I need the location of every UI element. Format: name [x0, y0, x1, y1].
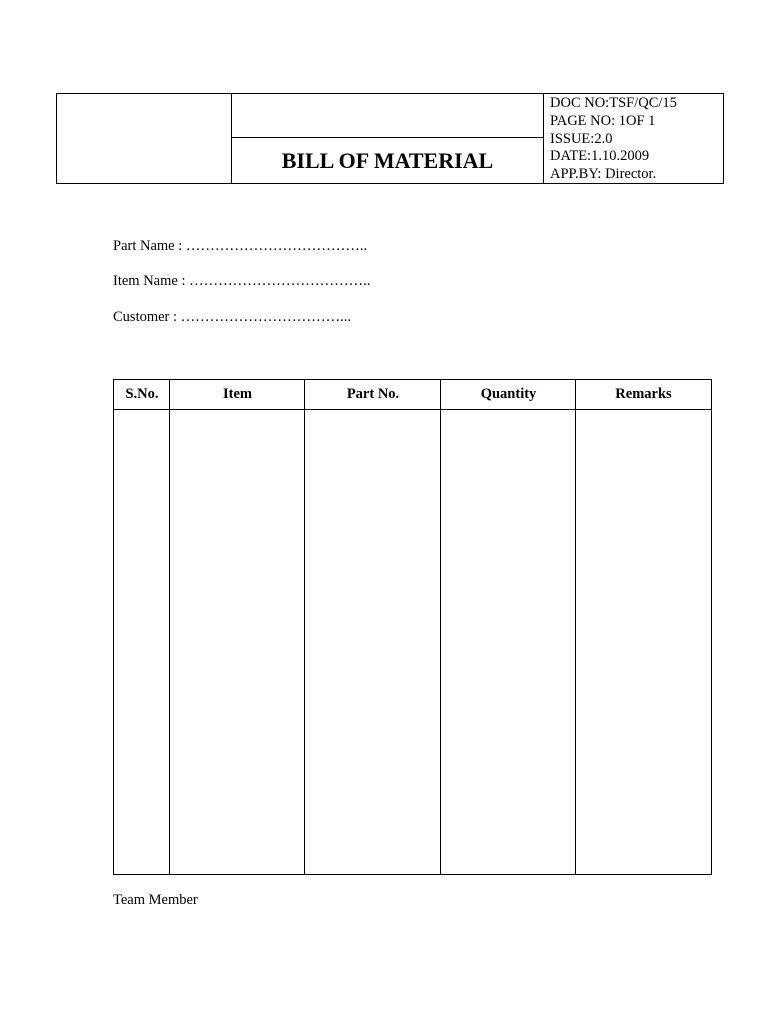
col-header-quantity: Quantity — [480, 386, 537, 402]
logo-cell — [57, 94, 232, 183]
part-name-field — [113, 238, 367, 255]
customer-label: Customer : — [113, 309, 178, 325]
col-header-sno: S.No. — [125, 386, 159, 402]
col-header-part-no: Part No. — [346, 386, 400, 402]
item-name-label: Item Name : — [113, 273, 186, 289]
col-header-item: Item — [223, 386, 252, 402]
issue-date: DATE:1.10.2009 — [550, 148, 650, 165]
col-header-remarks: Remarks — [615, 386, 672, 402]
document-title: BILL OF MATERIAL — [232, 138, 544, 183]
column-divider — [575, 380, 576, 874]
document-meta — [550, 95, 720, 184]
column-divider — [304, 380, 305, 874]
column-divider — [169, 380, 170, 874]
issue-number: ISSUE:2.0 — [550, 130, 613, 147]
item-name-blank: ……………………………….. — [185, 273, 371, 289]
table-header-row — [114, 380, 711, 410]
doc-number: DOC NO:TSF/QC/15 — [550, 95, 677, 111]
part-name-blank: ……………………………….. — [182, 238, 368, 254]
part-name-label: Part Name : — [113, 238, 183, 254]
page-number: PAGE NO: 1OF 1 — [550, 112, 656, 129]
item-name-field — [113, 273, 370, 290]
customer-blank: ……………………………... — [177, 309, 352, 325]
column-divider — [440, 380, 441, 874]
approved-by: APP.BY: Director. — [550, 166, 657, 183]
bom-table — [113, 379, 712, 875]
customer-field — [113, 309, 351, 326]
team-member-label: Team Member — [113, 892, 198, 908]
document-header — [56, 93, 724, 184]
header-blank-cell — [232, 94, 544, 138]
